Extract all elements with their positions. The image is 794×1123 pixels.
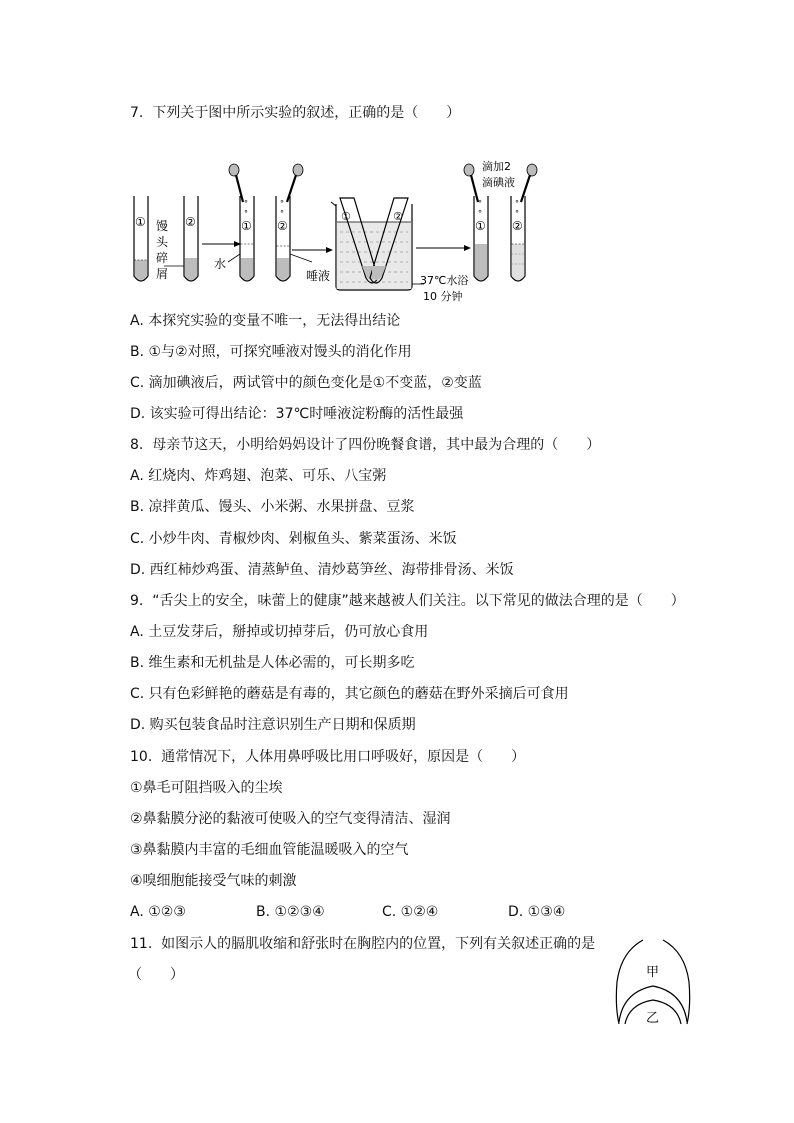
svg-text:②: ② (185, 215, 196, 229)
q10-stem: 10. 通常情况下，人体用鼻呼吸比用口呼吸好，原因是（ ） (130, 749, 526, 765)
saliva-label: 唾液 (306, 269, 331, 283)
bath-label-2: 10 分钟 (423, 290, 463, 303)
tube-2-saliva (276, 196, 290, 281)
q7-experiment-figure (126, 158, 546, 308)
svg-text:°: ° (478, 199, 482, 208)
tube-1-water (240, 196, 254, 281)
tube-1-initial (134, 196, 148, 281)
svg-text:头: 头 (156, 235, 169, 249)
q8-option-c: C. 小炒牛肉、青椒炒肉、剁椒鱼头、紫菜蛋汤、米饭 (130, 531, 457, 547)
svg-text:②: ② (393, 210, 403, 223)
svg-text:°: ° (515, 209, 519, 218)
svg-text:①: ① (241, 219, 252, 233)
q10-option-b: B. ①②③④ (256, 904, 325, 920)
q8-option-a: A. 红烧肉、炸鸡翅、泡菜、可乐、八宝粥 (130, 468, 387, 484)
water-bath-beaker (331, 198, 412, 290)
q11-stem: 11. 如图示人的膈肌收缩和舒张时在胸腔内的位置，下列有关叙述正确的是 (130, 936, 596, 952)
q10-statement-3: ③鼻黏膜内丰富的毛细血管能温暖吸入的空气 (130, 842, 409, 858)
dropper-3 (464, 164, 478, 202)
svg-text:°: ° (515, 199, 519, 208)
q7-option-b: B. ①与②对照，可探究唾液对馒头的消化作用 (130, 344, 412, 360)
q8-option-d: D. 西红柿炒鸡蛋、清蒸鲈鱼、清炒葛笋丝、海带排骨汤、米饭 (130, 562, 514, 578)
q7-option-d: D. 该实验可得出结论：37℃时唾液淀粉酶的活性最强 (130, 406, 464, 422)
q9-option-b: B. 维生素和无机盐是人体必需的，可长期多吃 (130, 655, 415, 671)
svg-text:屑: 屑 (156, 267, 169, 281)
tube-2-initial (184, 196, 198, 281)
drip-label-2: 滴碘液 (482, 176, 515, 189)
q10-statement-2: ②鼻黏膜分泌的黏液可使吸入的空气变得清洁、湿润 (130, 811, 451, 827)
q11-paren: （ ） (128, 967, 184, 983)
svg-text:°: ° (244, 199, 248, 208)
label-jia: 甲 (646, 965, 660, 980)
q10-option-d: D. ①③④ (508, 904, 566, 920)
q9-option-d: D. 购买包装食品时注意识别生产日期和保质期 (130, 717, 416, 733)
q7-option-a: A. 本探究实验的变量不唯一，无法得出结论 (130, 313, 401, 329)
q9-option-c: C. 只有色彩鲜艳的蘑菇是有毒的，其它颜色的蘑菇在野外采摘后可食用 (130, 686, 569, 702)
bath-label-1: 37℃水浴 (420, 274, 469, 287)
svg-text:①: ① (475, 219, 486, 233)
q11-diaphragm-figure (613, 936, 693, 1028)
q9-stem: 9. “舌尖上的安全，味蕾上的健康”越来越被人们关注。以下常见的做法合理的是（ ） (130, 593, 685, 609)
label-yi: 乙 (646, 1011, 660, 1026)
svg-text:°: ° (280, 199, 284, 208)
svg-text:馒: 馒 (156, 219, 169, 233)
svg-text:①: ① (341, 210, 351, 223)
tube-2-final (511, 196, 525, 281)
svg-text:°: ° (244, 209, 248, 218)
q8-stem: 8. 母亲节这天，小明给妈妈设计了四份晚餐食谱，其中最为合理的（ ） (130, 437, 601, 453)
q10-options (130, 903, 600, 921)
dropper-1 (229, 164, 243, 202)
q10-option-a: A. ①②③ (130, 904, 186, 920)
q7-option-c: C. 滴加碘液后，两试管中的颜色变化是①不变蓝，②变蓝 (130, 375, 482, 391)
tube-1-final (474, 196, 488, 281)
q7-stem: 7. 下列关于图中所示实验的叙述，正确的是（ ） (130, 105, 461, 121)
svg-text:°: ° (280, 209, 284, 218)
q10-statement-1: ①鼻毛可阻挡吸入的尘埃 (130, 780, 283, 796)
drip-label-1: 滴加2 (482, 160, 511, 173)
dropper-4 (521, 164, 537, 202)
tube1-label: ① (135, 215, 146, 229)
water-label: 水 (214, 257, 227, 271)
svg-text:°: ° (478, 209, 482, 218)
svg-text:②: ② (512, 219, 523, 233)
svg-text:碎: 碎 (156, 251, 169, 265)
q10-option-c: C. ①②④ (382, 904, 439, 920)
q8-option-b: B. 凉拌黄瓜、馒头、小米粥、水果拼盘、豆浆 (130, 499, 415, 515)
q10-statement-4: ④嗅细胞能接受气味的刺激 (130, 873, 297, 889)
svg-text:②: ② (277, 219, 288, 233)
q9-option-a: A. 土豆发芽后，掰掉或切掉芽后，仍可放心食用 (130, 624, 429, 640)
